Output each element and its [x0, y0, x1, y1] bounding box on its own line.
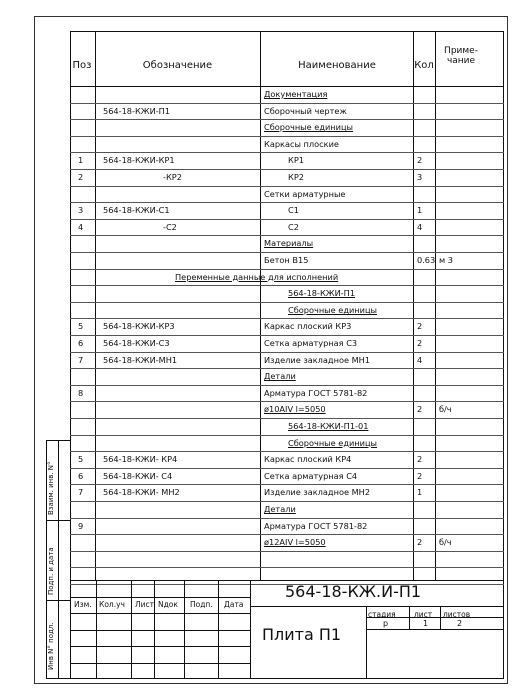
row-name: Каркас плоский КР4 [264, 454, 352, 465]
rev-row-line [70, 663, 250, 664]
sheet-header: лист [414, 610, 433, 619]
row-name: Детали [264, 504, 296, 514]
stage-header: стадия [368, 610, 396, 619]
row-divider [70, 567, 504, 568]
row-divider [70, 484, 504, 485]
row-divider [70, 103, 504, 104]
row-designation: -КР2 [163, 172, 182, 182]
col-header-note: Приме-чание [444, 46, 478, 66]
row-divider [70, 352, 504, 353]
row-divider [70, 468, 504, 469]
row-span-heading: Переменные данные для исполнений [175, 271, 339, 282]
row-divider [70, 285, 504, 286]
row-name: КР1 [288, 155, 304, 166]
row-name: Сетка арматурная С4 [264, 470, 358, 481]
row-divider [70, 202, 504, 203]
row-divider [70, 368, 504, 369]
col-divider [413, 31, 414, 580]
row-name: Сборочный чертеж [264, 105, 347, 116]
col-divider [435, 31, 436, 580]
row-qty: 4 [417, 221, 423, 232]
row-qty: 2 [417, 155, 423, 166]
doc-title: Плита П1 [262, 625, 342, 644]
row-qty: 3 [417, 172, 423, 182]
rev-col-podp: Подп. [190, 600, 213, 609]
row-qty: 1 [417, 205, 423, 216]
row-divider [70, 518, 504, 519]
row-name: Документация [264, 89, 328, 99]
row-divider [70, 302, 504, 303]
row-name: С2 [288, 221, 299, 232]
row-name: КР2 [288, 172, 304, 182]
row-name: Сборочные единицы [288, 437, 378, 448]
col-header-qty: Кол [414, 60, 434, 71]
rev-col-ndok: Nдок [158, 600, 178, 609]
row-designation: 564-18-КЖИ- МН2 [103, 487, 180, 498]
row-divider [70, 501, 504, 502]
row-divider [70, 152, 504, 153]
sheets-header: листов [443, 610, 471, 619]
row-pos: 3 [78, 205, 84, 216]
row-qty: 2 [417, 454, 423, 465]
sheets-value: 2 [457, 619, 463, 628]
row-name: С1 [288, 205, 299, 216]
row-pos: 8 [78, 387, 84, 398]
row-name: Арматура ГОСТ 5781-82 [264, 520, 368, 531]
row-pos: 6 [78, 470, 84, 481]
side-label-exchange: Взаим. инв. N° [47, 461, 55, 515]
rev-row-line [70, 646, 250, 647]
col-header-name: Наименование [298, 60, 376, 71]
rev-row-line [70, 613, 250, 614]
row-name: 564-18-КЖИ-П1 [288, 288, 356, 299]
row-name: ø10АIV l=5050 [264, 404, 326, 415]
rev-col-kolluch: Кол.уч [99, 600, 125, 609]
col-header-designation: Обозначение [142, 60, 213, 71]
row-name: Сборочные единицы [288, 304, 378, 315]
row-name: ø12АIV l=5050 [264, 537, 326, 548]
row-note: м 3 [439, 255, 453, 265]
row-name: Изделие закладное МН1 [264, 354, 371, 365]
row-designation: 564-18-КЖИ-С1 [103, 205, 170, 216]
rev-col-data: Дата [224, 600, 244, 609]
row-designation: 564-18-КЖИ-П1 [103, 105, 171, 116]
row-name: Сетка арматурная С3 [264, 338, 358, 348]
row-divider [70, 385, 504, 386]
row-qty: 2 [417, 321, 423, 332]
row-divider [70, 534, 504, 535]
rev-col-izm: Изм. [74, 600, 92, 609]
header-divider [70, 86, 504, 87]
row-divider [70, 136, 504, 137]
row-name: Каркасы плоские [264, 138, 339, 149]
row-name: Сетки арматурные [264, 188, 346, 199]
row-designation: 564-18-КЖИ- КР4 [103, 454, 178, 465]
row-divider [70, 252, 504, 253]
row-divider [70, 219, 504, 220]
row-pos: 5 [78, 321, 84, 332]
row-divider [70, 451, 504, 452]
col-divider [260, 31, 261, 580]
row-pos: 2 [78, 172, 84, 182]
row-designation: 564-18-КЖИ- С4 [103, 470, 173, 481]
row-qty: 2 [417, 338, 423, 348]
row-pos: 1 [78, 155, 84, 166]
col-header-pos: Поз [72, 60, 92, 71]
row-divider [70, 401, 504, 402]
row-divider [70, 269, 504, 270]
row-name: Сборочные единицы [264, 122, 354, 133]
row-pos: 4 [78, 221, 84, 232]
row-qty: 1 [417, 487, 423, 498]
rev-col-list: Лист [135, 600, 155, 609]
row-divider [70, 418, 504, 419]
row-divider [70, 119, 504, 120]
row-name: Арматура ГОСТ 5781-82 [264, 387, 368, 398]
row-designation: 564-18-КЖИ-КР3 [103, 321, 175, 332]
stage-value: р [383, 619, 389, 628]
row-designation: 564-18-КЖИ-С3 [103, 338, 170, 348]
row-divider [70, 169, 504, 170]
row-divider [70, 235, 504, 236]
side-label-inv: Инв N° подл. [47, 622, 55, 670]
row-divider [70, 335, 504, 336]
row-name: Детали [264, 371, 296, 382]
row-pos: 6 [78, 338, 84, 348]
code-divider [250, 606, 504, 607]
row-qty: 4 [417, 354, 423, 365]
row-pos: 7 [78, 487, 84, 498]
row-divider [70, 435, 504, 436]
stage-value-line [366, 629, 504, 630]
row-divider [70, 318, 504, 319]
row-name: Каркас плоский КР3 [264, 321, 352, 332]
row-note: б/ч [439, 404, 452, 415]
rev-row-line [70, 630, 250, 631]
row-name: Материалы [264, 238, 314, 249]
row-qty: 2 [417, 404, 423, 415]
row-pos: 7 [78, 354, 84, 365]
row-designation: 564-18-КЖИ-МН1 [103, 354, 178, 365]
row-divider [70, 186, 504, 187]
row-name: 564-18-КЖИ-П1-01 [288, 421, 369, 431]
row-qty: 2 [417, 537, 423, 548]
row-name: Изделие закладное МН2 [264, 487, 371, 498]
row-pos: 9 [78, 520, 84, 531]
doc-code: 564-18-КЖ.И-П1 [285, 582, 422, 601]
side-label-sign: Подп. и дата [47, 547, 55, 595]
rev-row-line [70, 597, 250, 598]
row-note: б/ч [439, 537, 452, 548]
row-divider [70, 551, 504, 552]
titleblock-divider [250, 580, 251, 679]
row-pos: 5 [78, 454, 84, 465]
row-qty: 2 [417, 470, 423, 481]
row-designation: -С2 [163, 221, 177, 232]
sheet-value: 1 [423, 619, 429, 628]
row-name: Бетон В15 [264, 255, 309, 265]
row-designation: 564-18-КЖИ-КР1 [103, 155, 175, 166]
row-qty: 0.63 [417, 255, 436, 265]
col-divider [95, 31, 96, 580]
